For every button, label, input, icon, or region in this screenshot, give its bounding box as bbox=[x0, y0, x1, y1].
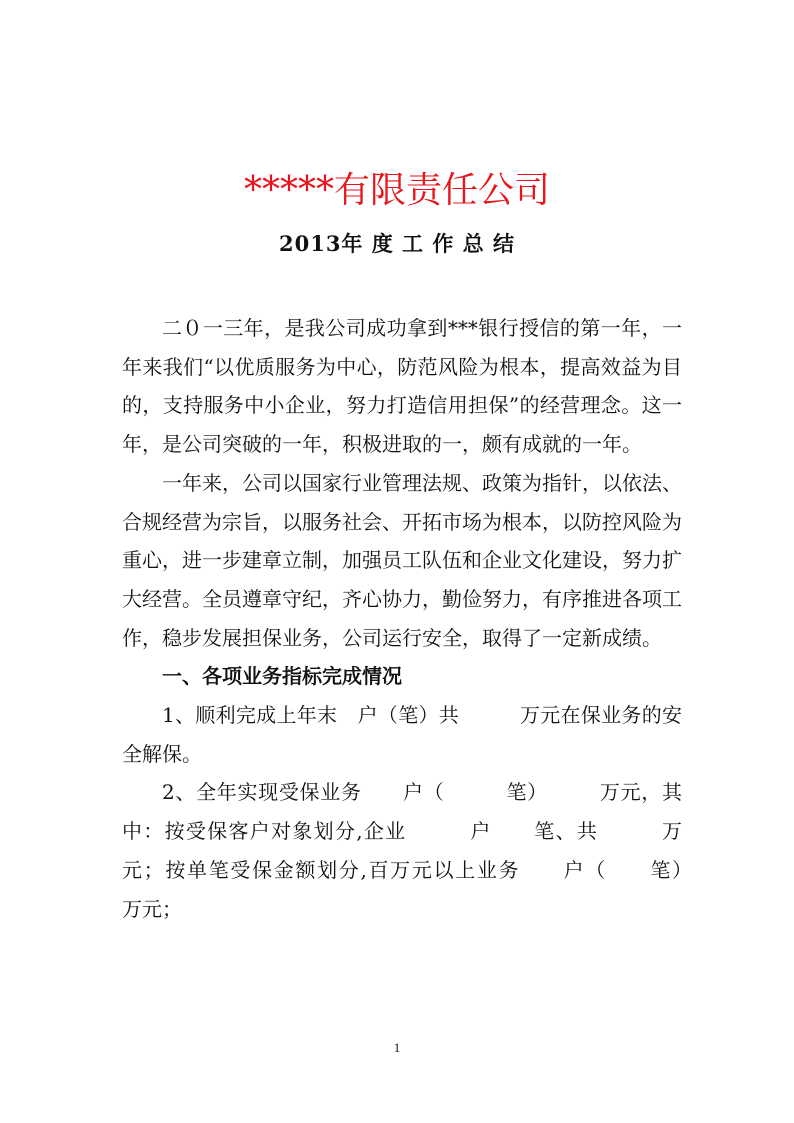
list-item: 2、全年实现受保业务 户（ 笔） 万元，其中：按受保客户对象划分,企业 户 笔、共 万元；按单笔受保金额划分,百万元以上业务 户（ 笔） 万元； bbox=[122, 780, 722, 921]
page-number: 1 bbox=[393, 1040, 401, 1055]
company-title: *****有限责任公司 bbox=[243, 170, 550, 211]
list-item: 1、顺利完成上年末 户（笔）共 万元在保业务的安全解保。 bbox=[122, 703, 682, 766]
document-body bbox=[122, 309, 722, 928]
report-subtitle: 2013年 度 工 作 总 结 bbox=[278, 231, 515, 256]
section-heading: 一、各项业务指标完成情况 bbox=[162, 664, 402, 689]
paragraph-intro: 二０一三年，是我公司成功拿到***银行授信的第一年，一年来我们“以优质服务为中心，防范风险为根本，提高效益为目的，支持服务中小企业，努力打造信用担保”的经营理念。这一年，是公司突破的一年，积极进取的一，颇有成就的一年。 bbox=[122, 316, 682, 457]
paragraph-overview: 一年来，公司以国家行业管理法规、政策为指针，以依法、合规经营为宗旨，以服务社会、开拓市场为根本，以防控风险为重心，进一步建章立制，加强员工队伍和企业文化建设，努力扩大经营。全员遵章守纪，齐心协力，勤俭努力，有序推进各项工作，稳步发展担保业务，公司运行安全，取得了一定新成绩。 bbox=[122, 470, 682, 650]
